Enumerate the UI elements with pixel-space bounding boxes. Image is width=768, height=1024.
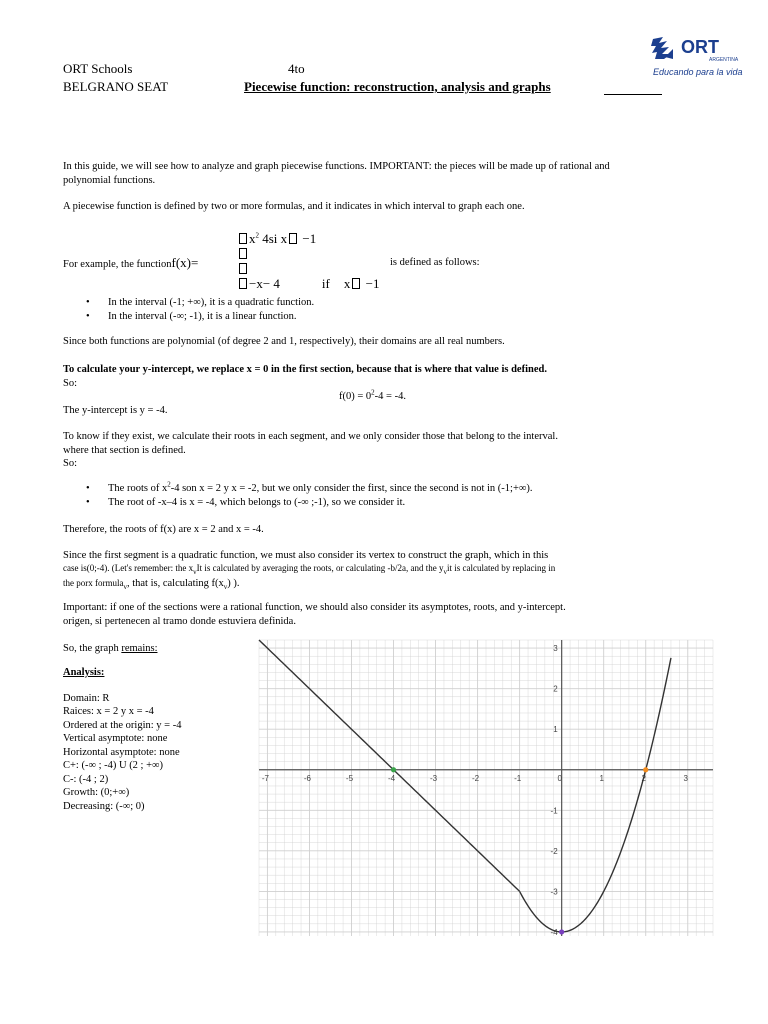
analysis-item: Domain: R bbox=[63, 692, 110, 704]
roots-intro-2: where that section is defined. bbox=[63, 445, 186, 456]
yint-result: The y-intercept is y = -4. bbox=[63, 405, 168, 416]
x-tick-label: -5 bbox=[345, 773, 354, 783]
y-tick-label: -1 bbox=[550, 806, 558, 816]
logo-name: ORT bbox=[681, 37, 719, 57]
roots-bullet-1: • The roots of $x^2-4$ son x = 2 y x = -2, but we only consider the first, since the second is not in (-1;+∞). bbox=[86, 480, 533, 494]
ort-logo-emblem bbox=[651, 35, 743, 87]
formula-piece-2: −x− 4 if x −1 bbox=[237, 276, 379, 292]
intro-paragraph-2: A piecewise function is defined by two or more formulas, and it indicates in which interval to graph each one. bbox=[63, 201, 525, 212]
linear-curve bbox=[259, 640, 520, 891]
brace-glyph bbox=[239, 278, 247, 289]
graph-grid bbox=[259, 640, 713, 936]
ort-logo bbox=[651, 35, 743, 87]
yint-so: So: bbox=[63, 378, 78, 389]
x-tick-label: 2 bbox=[641, 773, 646, 783]
interval-bullet-1: • In the interval (-1; +∞), it is a quadratic function. bbox=[86, 297, 315, 308]
analysis-heading: Analysis: bbox=[63, 667, 105, 678]
brace-glyph bbox=[239, 233, 247, 244]
symbol-glyph bbox=[289, 233, 297, 244]
yint-equation: $f(0) = 0^2-4 = -4$. bbox=[339, 388, 406, 402]
analysis-item: Ordered at the origin: y = -4 bbox=[63, 719, 182, 731]
analysis-item: Horizontal asymptote: none bbox=[63, 746, 180, 758]
graph-tick-labels bbox=[262, 644, 689, 937]
x-tick-label: 3 bbox=[683, 773, 689, 783]
x-tick-label: 0 bbox=[557, 773, 562, 783]
key-point bbox=[391, 767, 396, 772]
roots-conclusion: Therefore, the roots of f(x) are x = 2 and x = -4. bbox=[63, 524, 264, 535]
x-tick-label: -4 bbox=[387, 773, 396, 783]
page-title: Piecewise function: reconstruction, analysis and graphs bbox=[244, 79, 551, 94]
y-tick-label: 3 bbox=[553, 644, 558, 654]
x-tick-label: -2 bbox=[472, 773, 480, 783]
function-name: f(x)= bbox=[171, 255, 199, 270]
formula-piece-1: $x^2$ 4si x −1 bbox=[237, 231, 316, 247]
vertex-line-2: case is(0;-4). (Let's remember: the $x_vIt$ is calculated by averaging the roots, or calculating -b/2a, and the $y_vit$ is calculated by replacing in bbox=[63, 563, 556, 576]
analysis-block bbox=[63, 666, 181, 813]
formula-brace-lower bbox=[237, 261, 249, 277]
intro-paragraph-1: In this guide, we will see how to analyze and graph piecewise functions. IMPORTANT: the pieces will be made up of rational and polynomial functions. bbox=[63, 161, 610, 186]
roots-intro: To know if they exist, we calculate their roots in each segment, and we only consider those that belong to the interval. bbox=[63, 431, 558, 442]
function-graph bbox=[259, 640, 713, 936]
analysis-item: Raices: x = 2 y x = -4 bbox=[63, 706, 154, 717]
x-tick-label: -7 bbox=[261, 773, 269, 783]
y-tick-label: -3 bbox=[550, 887, 558, 897]
seat-name: BELGRANO SEAT bbox=[63, 79, 169, 94]
y-tick-label: -2 bbox=[550, 846, 558, 856]
important-line-1: Important: if one of the sections were a rational function, we should also consider its asymptotes, roots, and y-intercept. bbox=[63, 602, 566, 613]
analysis-item: Growth: (0;+∞) bbox=[63, 787, 130, 798]
logo-subtitle: ARGENTINA bbox=[709, 57, 739, 63]
analysis-item: C-: (-4 ; 2) bbox=[63, 773, 109, 785]
vertex-line-3: the porx formula$_v$, that is, calculating $f(x_v)$ ). bbox=[63, 578, 240, 591]
symbol-glyph bbox=[352, 278, 360, 289]
defined-as: is defined as follows: bbox=[390, 257, 480, 268]
x-tick-label: 1 bbox=[599, 773, 604, 783]
x-tick-label: -1 bbox=[514, 773, 522, 783]
grade-label: 4to bbox=[288, 61, 305, 76]
analysis-item: Vertical asymptote: none bbox=[63, 733, 168, 744]
x-tick-label: -6 bbox=[303, 773, 312, 783]
formula-brace-middle bbox=[237, 246, 249, 262]
analysis-item: Decreasing: (-∞; 0) bbox=[63, 800, 145, 812]
yint-instruction: To calculate your y-intercept, we replace x = 0 in the first section, because that is where that value is defined. bbox=[63, 364, 547, 375]
vertex-line-1: Since the first segment is a quadratic function, we must also consider its vertex to construct the graph, which in this bbox=[63, 550, 549, 561]
graph-intro: So, the graph remains: bbox=[63, 643, 158, 654]
key-point bbox=[559, 929, 564, 934]
important-line-2: origen, si pertenecen al tramo donde estuviera definida. bbox=[63, 616, 296, 627]
y-tick-label: 2 bbox=[553, 684, 558, 694]
school-name: ORT Schools bbox=[63, 61, 133, 76]
key-point bbox=[643, 767, 648, 772]
x-tick-label: -3 bbox=[429, 773, 438, 783]
title-underline bbox=[604, 94, 662, 95]
y-tick-label: -4 bbox=[550, 927, 558, 937]
roots-so: So: bbox=[63, 458, 78, 469]
roots-bullet-2: • The root of -x–4 is x = -4, which belongs to (-∞ ;-1), so we consider it. bbox=[86, 497, 406, 508]
interval-bullet-2: • In the interval (-∞; -1), it is a linear function. bbox=[86, 311, 297, 322]
domain-note: Since both functions are polynomial (of degree 2 and 1, respectively), their domains are all real numbers. bbox=[63, 336, 505, 347]
example-lead: For example, the functionf(x)= bbox=[63, 255, 199, 270]
logo-tagline: Educando para la vida bbox=[653, 67, 743, 77]
y-tick-label: 1 bbox=[553, 725, 558, 735]
analysis-item: C+: (-∞ ; -4) U (2 ; +∞) bbox=[63, 760, 164, 771]
